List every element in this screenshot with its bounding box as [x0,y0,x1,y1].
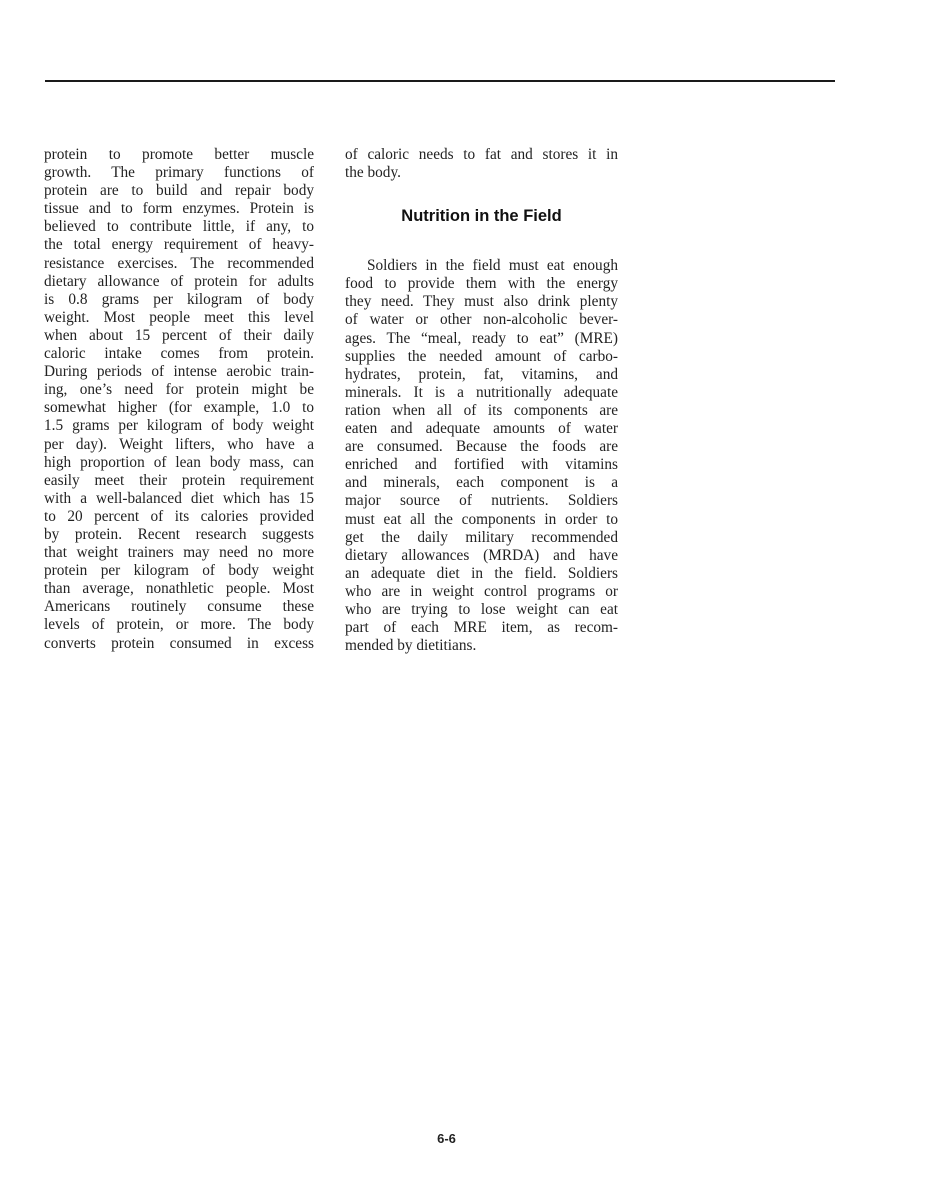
text-line: protein to promote better muscle [44,146,314,163]
text-line: weight. Most people meet this level [44,308,314,326]
section-heading: Nutrition in the Field [401,207,562,226]
text-line: minerals. It is a nutritionally adequate [345,383,618,401]
text-line: easily meet their protein requirement [44,471,314,489]
text-line: an adequate diet in the field. Soldiers [345,564,618,582]
text-line: somewhat higher (for example, 1.0 to [44,399,314,417]
left-column [44,146,314,653]
text-line: that weight trainers may need no more [44,544,314,562]
protein-paragraph [44,146,314,653]
text-line: ages. The “meal, ready to eat” (MRE) [345,329,618,347]
text-line: of caloric needs to fat and stores it in [345,146,618,163]
text-line: eaten and adequate amounts of water [345,420,618,438]
text-line: believed to contribute little, if any, to [44,218,314,236]
header-rule [45,80,835,82]
text-line: food to provide them with the energy [345,275,618,293]
text-line: part of each MRE item, as recom- [345,619,618,637]
text-line: than average, nonathletic people. Most [44,580,314,598]
text-line: high proportion of lean body mass, can [44,453,314,471]
text-line: when about 15 percent of their daily [44,326,314,344]
text-line: the body. [345,164,401,182]
text-line: protein per kilogram of body weight [44,562,314,580]
text-line: must eat all the components in order to [345,510,618,528]
text-line: per day). Weight lifters, who have a [44,435,314,453]
text-line: ing, one’s need for protein might be [44,381,314,399]
text-line: is 0.8 grams per kilogram of body [44,290,314,308]
text-line: hydrates, protein, fat, vitamins, and [345,365,618,383]
text-line: resistance exercises. The recommended [44,254,314,272]
text-line: Americans routinely consume these [44,598,314,616]
text-line: with a well-balanced diet which has 15 [44,489,314,507]
text-line: dietary allowance of protein for adults [44,272,314,290]
text-line: growth. The primary functions of [44,164,314,182]
text-line: dietary allowances (MRDA) and have [345,546,618,564]
text-line: ration when all of its components are [345,401,618,419]
page-number: 6-6 [437,1131,456,1146]
text-line: protein are to build and repair body [44,182,314,200]
text-line: tissue and to form enzymes. Protein is [44,200,314,218]
text-line: mended by dietitians. [345,637,477,655]
text-line: Soldiers in the field must eat enough [367,257,618,275]
text-line: enriched and fortified with vitamins [345,456,618,474]
text-line: and minerals, each component is a [345,474,618,492]
text-line: who are trying to lose weight can eat [345,600,618,618]
text-line: major source of nutrients. Soldiers [345,492,618,510]
text-line: get the daily military recommended [345,528,618,546]
text-line: to 20 percent of its calories provided [44,507,314,525]
text-line: are consumed. Because the foods are [345,438,618,456]
text-line: 1.5 grams per kilogram of body weight [44,417,314,435]
text-line: caloric intake comes from protein. [44,345,314,363]
text-line: the total energy requirement of heavy- [44,236,314,254]
text-line: During periods of intense aerobic train- [44,363,314,381]
text-line: who are in weight control programs or [345,582,618,600]
text-line: converts protein consumed in excess [44,634,314,652]
right-column [345,146,618,655]
text-line: of water or other non-alcoholic bever- [345,311,618,329]
text-line: they need. They must also drink plenty [345,293,618,311]
continuation-paragraph [345,146,618,182]
text-line: supplies the needed amount of carbo- [345,347,618,365]
nutrition-field-paragraph [345,257,618,655]
text-line: by protein. Recent research suggests [44,525,314,543]
text-line: levels of protein, or more. The body [44,616,314,634]
